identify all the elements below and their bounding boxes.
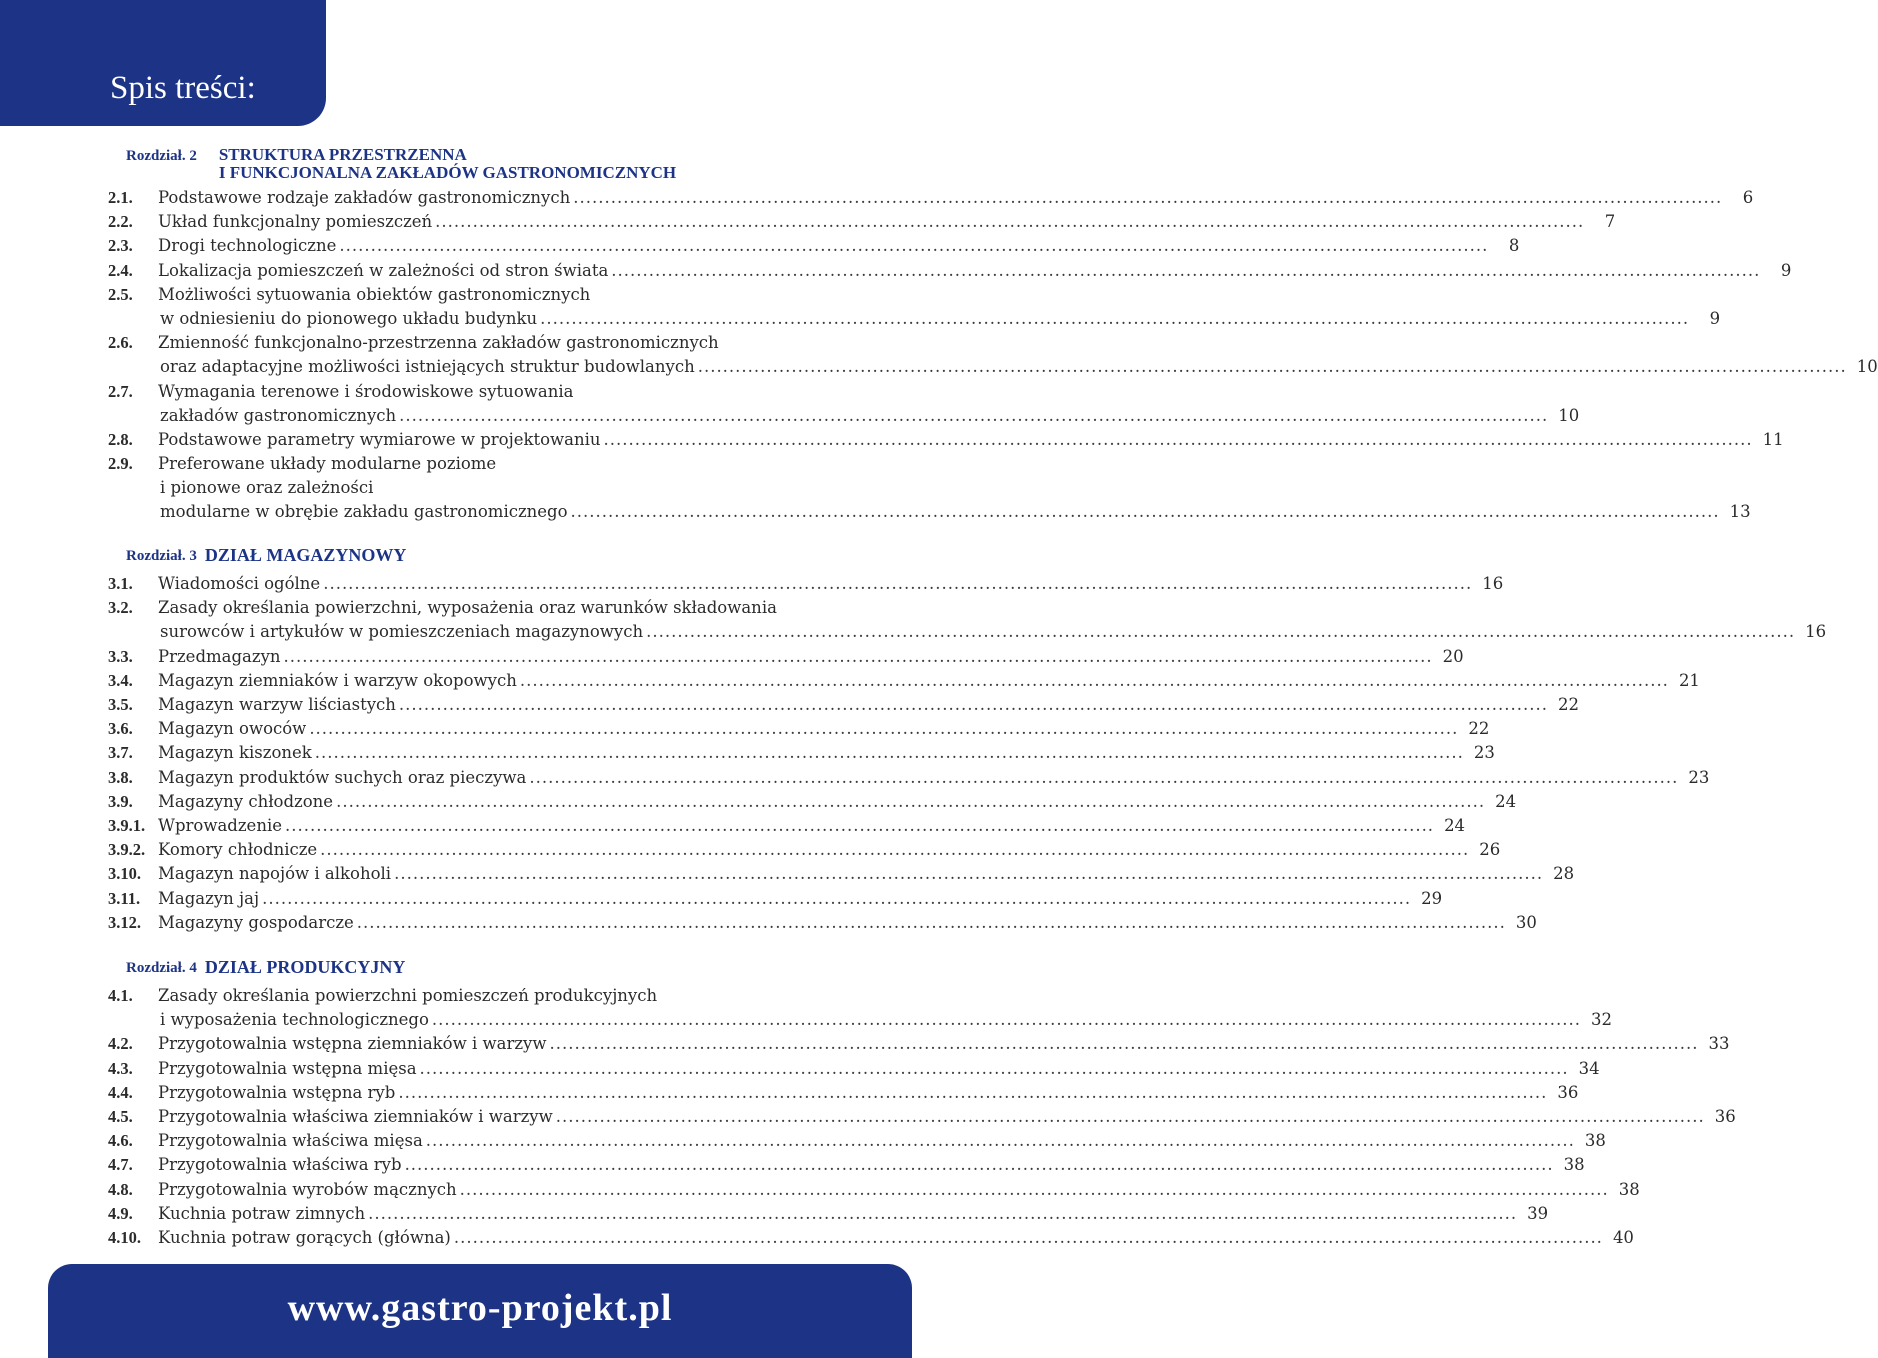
page-number: 22	[1557, 695, 1579, 714]
dot-leader: ........................................................................................................................................................................................	[459, 1179, 1609, 1199]
toc-entry[interactable]	[108, 1032, 1730, 1056]
entry-line	[158, 331, 822, 355]
entry-line	[158, 210, 1616, 234]
entry-line	[160, 620, 1827, 644]
toc-entry[interactable]	[108, 984, 1612, 1032]
entry-title: Wprowadzenie	[158, 816, 282, 835]
entry-number: 2.8.	[108, 430, 133, 449]
page-number: 29	[1421, 888, 1443, 908]
toc-entry[interactable]	[108, 596, 1827, 644]
dot-leader: ........................................................................................................................................................................................	[646, 622, 1796, 642]
dot-leader: ........................................................................................................................................................................................	[285, 816, 1435, 835]
dot-leader: ........................................................................................................................................................................................	[555, 1107, 1705, 1126]
toc-entry[interactable]	[108, 766, 1710, 790]
page-number: 28	[1553, 864, 1575, 884]
entry-number: 2.5.	[108, 284, 133, 304]
entry-title: Drogi technologiczne	[158, 236, 337, 256]
entry-number: 2.7.	[108, 381, 133, 401]
page-number: 7	[1604, 212, 1616, 232]
entry-line	[158, 186, 1754, 210]
entry-line	[160, 355, 1878, 379]
toc-entry[interactable]	[108, 1178, 1640, 1202]
toc-entry[interactable]	[108, 259, 1792, 283]
page-number: 21	[1678, 670, 1700, 690]
entry-number: 2.2.	[108, 212, 133, 232]
dot-leader: ........................................................................................................................................................................................	[283, 646, 1433, 666]
page-number: 9	[1709, 308, 1721, 328]
toc-entry[interactable]	[108, 741, 1495, 765]
chapter-heading	[126, 546, 406, 565]
entry-line	[158, 790, 1517, 814]
entry-line	[158, 259, 1792, 283]
dot-leader: ........................................................................................................................................................................................	[320, 840, 1470, 860]
entry-line	[158, 1081, 1579, 1105]
chapter-title-line: DZIAŁ MAGAZYNOWY	[204, 545, 407, 565]
chapter-title	[219, 146, 676, 182]
dot-leader: ........................................................................................................................................................................................	[368, 1203, 1518, 1223]
entry-line	[158, 283, 822, 307]
entry-title: Komory chłodnicze	[158, 840, 318, 860]
toc-entry[interactable]	[108, 838, 1501, 862]
entry-number: 4.8.	[108, 1179, 133, 1199]
toc-entry[interactable]	[108, 669, 1700, 693]
entry-title: Kuchnia potraw zimnych	[158, 1203, 366, 1223]
toc-entry[interactable]	[108, 428, 1784, 452]
page-number: 36	[1557, 1082, 1579, 1102]
page-number: 36	[1714, 1107, 1736, 1126]
entry-line	[158, 838, 1501, 862]
entry-title: Magazyny gospodarcze	[158, 912, 354, 932]
page-number: 40	[1612, 1228, 1634, 1247]
footer-bar	[48, 1264, 912, 1358]
entry-number: 3.8.	[108, 767, 133, 787]
entry-line	[160, 500, 1751, 524]
entry-line	[158, 1105, 1736, 1129]
page-number: 34	[1578, 1058, 1600, 1078]
toc-entry[interactable]	[108, 1105, 1736, 1129]
toc-entry[interactable]	[108, 452, 1751, 524]
entry-title: Magazyn ziemniaków i warzyw okopowych	[158, 670, 517, 690]
entry-title: modularne w obrębie zakładu gastronomicznego	[160, 502, 568, 522]
entry-title: Podstawowe rodzaje zakładów gastronomicznych	[158, 188, 571, 207]
entry-title: Przygotowalnia wstępna ziemniaków i warzyw	[158, 1034, 547, 1054]
entry-number: 3.5.	[108, 695, 133, 714]
entry-number: 2.4.	[108, 260, 133, 280]
entry-number: 3.9.2.	[108, 840, 146, 860]
toc-entry[interactable]	[108, 862, 1575, 886]
page-number: 24	[1495, 791, 1517, 811]
entry-title: Przygotowalnia wstępna ryb	[158, 1082, 396, 1102]
toc-entry[interactable]	[108, 1153, 1585, 1177]
page-number: 23	[1473, 743, 1495, 763]
entry-number: 4.4.	[108, 1082, 133, 1102]
entry-title: Preferowane układy modularne poziome	[158, 454, 497, 474]
entry-number: 4.5.	[108, 1107, 133, 1126]
entry-title: Magazyny chłodzone	[158, 791, 334, 811]
entry-title: Podstawowe parametry wymiarowe w projektowaniu	[158, 430, 601, 449]
entry-title: Magazyn warzyw liściastych	[158, 695, 396, 714]
entry-line	[158, 741, 1495, 765]
page-number: 38	[1618, 1179, 1640, 1199]
dot-leader: ........................................................................................................................................................................................	[398, 695, 1548, 714]
entry-title: Przygotowalnia właściwa ziemniaków i warzyw	[158, 1107, 553, 1126]
entry-line	[158, 380, 822, 404]
page-number: 30	[1515, 912, 1537, 932]
entry-line	[158, 1129, 1606, 1153]
page-number: 10	[1558, 405, 1580, 425]
dot-leader: ........................................................................................................................................................................................	[399, 405, 1549, 425]
toc-entry[interactable]	[108, 1057, 1600, 1081]
entry-title: Magazyn kiszonek	[158, 743, 312, 763]
chapter-label: Rozdział. 2	[126, 148, 197, 164]
entry-title: Lokalizacja pomieszczeń w zależności od stron świata	[158, 260, 609, 280]
entry-number: 3.10.	[108, 864, 141, 884]
entry-number: 3.12.	[108, 912, 141, 932]
entry-title: surowców i artykułów w pomieszczeniach magazynowych	[160, 622, 644, 642]
dot-leader: ........................................................................................................................................................................................	[309, 719, 1459, 739]
entry-title: i pionowe oraz zależności	[160, 478, 374, 498]
entry-number: 2.3.	[108, 236, 133, 256]
dot-leader: ........................................................................................................................................................................................	[419, 1058, 1569, 1078]
entry-number: 3.11.	[108, 888, 141, 908]
entry-title: Możliwości sytuowania obiektów gastronomicznych	[158, 284, 591, 304]
entry-line	[158, 234, 1520, 258]
entry-line	[158, 766, 1710, 790]
chapter-title-line: STRUKTURA PRZESTRZENNA	[218, 145, 467, 164]
page-number: 39	[1527, 1203, 1549, 1223]
chapter-heading	[126, 958, 405, 977]
chapter-label: Rozdział. 4	[126, 960, 197, 976]
page-number: 24	[1444, 816, 1466, 835]
page-number: 8	[1508, 236, 1520, 256]
entry-title: Przygotowalnia właściwa ryb	[158, 1155, 402, 1175]
toc-entry[interactable]	[108, 572, 1504, 596]
entry-number: 4.2.	[108, 1034, 133, 1054]
entry-line	[158, 1226, 1634, 1250]
entry-number: 3.9.	[108, 791, 133, 811]
entry-number: 3.1.	[108, 574, 133, 593]
toc-entry[interactable]	[108, 234, 1520, 258]
entry-line	[160, 404, 1580, 428]
entry-number: 4.10.	[108, 1228, 141, 1247]
entry-line	[160, 476, 822, 500]
page-title: Spis treści:	[110, 70, 256, 106]
entry-number: 2.9.	[108, 454, 133, 474]
entry-line	[160, 307, 1721, 331]
toc-entry[interactable]	[108, 887, 1443, 911]
entry-title: zakładów gastronomicznych	[160, 405, 397, 425]
dot-leader: ........................................................................................................................................................................................	[394, 864, 1544, 884]
dot-leader: ........................................................................................................................................................................................	[603, 430, 1753, 449]
entry-line	[158, 717, 1490, 741]
dot-leader: ........................................................................................................................................................................................	[453, 1228, 1603, 1247]
entry-line	[158, 1178, 1640, 1202]
page-number: 16	[1482, 574, 1504, 593]
entry-number: 3.4.	[108, 670, 133, 690]
entry-number: 3.2.	[108, 598, 133, 618]
toc-entry[interactable]	[108, 331, 1878, 379]
toc-entry[interactable]	[108, 717, 1490, 741]
entry-line	[158, 1153, 1585, 1177]
entry-line	[158, 1057, 1600, 1081]
toc-entry[interactable]	[108, 1202, 1549, 1226]
entry-line	[158, 814, 1466, 838]
entry-line	[158, 862, 1575, 886]
toc-entry[interactable]	[108, 186, 1754, 210]
chapter-heading	[126, 146, 676, 182]
dot-leader: ........................................................................................................................................................................................	[398, 1082, 1548, 1102]
entry-title: i wyposażenia technologicznego	[160, 1010, 429, 1029]
chapter-label: Rozdział. 3	[126, 548, 197, 564]
dot-leader: ........................................................................................................................................................................................	[611, 260, 1761, 280]
dot-leader: ........................................................................................................................................................................................	[570, 502, 1720, 522]
entry-title: Przygotowalnia właściwa mięsa	[158, 1131, 423, 1151]
toc-entry[interactable]	[108, 210, 1616, 234]
page-number: 20	[1442, 646, 1464, 666]
page-number: 26	[1479, 840, 1501, 860]
entry-title: Przedmagazyn	[158, 646, 281, 666]
page-number: 33	[1708, 1034, 1730, 1054]
chapter-title-line: I FUNKCJONALNA ZAKŁADÓW GASTRONOMICZNYCH	[218, 163, 677, 182]
entry-title: Przygotowalnia wstępna mięsa	[158, 1058, 417, 1078]
dot-leader: ........................................................................................................................................................................................	[425, 1131, 1575, 1151]
entry-line	[158, 1202, 1549, 1226]
page-number: 22	[1468, 719, 1490, 739]
dot-leader: ........................................................................................................................................................................................	[314, 743, 1464, 763]
dot-leader: ........................................................................................................................................................................................	[404, 1155, 1554, 1175]
entry-number: 3.6.	[108, 719, 133, 739]
dot-leader: ........................................................................................................................................................................................	[529, 767, 1679, 787]
dot-leader: ........................................................................................................................................................................................	[435, 212, 1585, 232]
page-number: 32	[1590, 1010, 1612, 1029]
entry-line	[158, 887, 1443, 911]
toc-entry[interactable]	[108, 693, 1579, 717]
entry-line	[158, 911, 1537, 935]
dot-leader: ........................................................................................................................................................................................	[549, 1034, 1699, 1054]
toc-entry[interactable]	[108, 283, 1721, 331]
page-number: 16	[1805, 622, 1827, 642]
entry-title: Przygotowalnia wyrobów mącznych	[158, 1179, 457, 1199]
entry-line	[158, 1032, 1730, 1056]
dot-leader: ........................................................................................................................................................................................	[336, 791, 1486, 811]
entry-title: Zasady określania powierzchni pomieszczeń produkcyjnych	[158, 986, 658, 1005]
dot-leader: ........................................................................................................................................................................................	[573, 188, 1723, 207]
entry-title: Wymagania terenowe i środowiskowe sytuowania	[158, 381, 574, 401]
chapter-title	[205, 546, 407, 564]
page-number: 38	[1563, 1155, 1585, 1175]
page-number: 23	[1688, 767, 1710, 787]
entry-line	[158, 572, 1504, 596]
toc-entry[interactable]	[108, 814, 1466, 838]
toc-entry[interactable]	[108, 790, 1517, 814]
entry-line	[160, 1008, 1612, 1032]
entry-line	[158, 452, 822, 476]
toc-entry[interactable]	[108, 645, 1464, 669]
entry-number: 2.1.	[108, 188, 133, 207]
entry-line	[158, 645, 1464, 669]
entry-line	[158, 428, 1784, 452]
entry-title: Magazyn napojów i alkoholi	[158, 864, 392, 884]
entry-line	[158, 693, 1579, 717]
dot-leader: ........................................................................................................................................................................................	[356, 912, 1506, 932]
entry-title: Magazyn jaj	[158, 888, 260, 908]
page-number: 11	[1762, 430, 1784, 449]
entry-number: 3.7.	[108, 743, 133, 763]
page-number: 6	[1742, 188, 1754, 207]
toc-entry[interactable]	[108, 1081, 1579, 1105]
toc-entry[interactable]	[108, 380, 1580, 428]
entry-title: Wiadomości ogólne	[158, 574, 321, 593]
entry-title: Układ funkcjonalny pomieszczeń	[158, 212, 433, 232]
entry-number: 4.6.	[108, 1131, 133, 1151]
entry-title: Magazyn owoców	[158, 719, 307, 739]
entry-number: 2.6.	[108, 333, 133, 353]
page-number: 9	[1780, 260, 1792, 280]
entry-line	[158, 984, 822, 1008]
entry-number: 3.9.1.	[108, 816, 146, 835]
toc-entry[interactable]	[108, 911, 1537, 935]
page-number: 10	[1856, 357, 1878, 377]
dot-leader: ........................................................................................................................................................................................	[339, 236, 1489, 256]
entry-number: 4.9.	[108, 1203, 133, 1223]
toc-entry[interactable]	[108, 1129, 1606, 1153]
entry-number: 4.3.	[108, 1058, 133, 1078]
entry-title: Kuchnia potraw gorących (główna)	[158, 1228, 451, 1247]
footer-url[interactable]: www.gastro-projekt.pl	[287, 1287, 673, 1329]
entry-title: Magazyn produktów suchych oraz pieczywa	[158, 767, 527, 787]
page-number: 13	[1729, 502, 1751, 522]
chapter-title-line: DZIAŁ PRODUKCYJNY	[204, 957, 406, 977]
entry-number: 4.1.	[108, 986, 133, 1005]
chapter-title	[205, 958, 406, 976]
dot-leader: ........................................................................................................................................................................................	[323, 574, 1473, 593]
entry-number: 3.3.	[108, 646, 133, 666]
entry-title: Zasady określania powierzchni, wyposażenia oraz warunków składowania	[158, 598, 777, 618]
entry-line	[158, 669, 1700, 693]
dot-leader: ........................................................................................................................................................................................	[697, 357, 1847, 377]
entry-title: w odniesieniu do pionowego układu budynku	[160, 308, 538, 328]
toc-entry[interactable]	[108, 1226, 1634, 1250]
dot-leader: ........................................................................................................................................................................................	[519, 670, 1669, 690]
page-number: 38	[1584, 1131, 1606, 1151]
dot-leader: ........................................................................................................................................................................................	[540, 308, 1690, 328]
entry-line	[158, 596, 822, 620]
entry-title: oraz adaptacyjne możliwości istniejących struktur budowlanych	[160, 357, 695, 377]
entry-title: Zmienność funkcjonalno-przestrzenna zakładów gastronomicznych	[158, 333, 719, 353]
dot-leader: ........................................................................................................................................................................................	[431, 1010, 1581, 1029]
dot-leader: ........................................................................................................................................................................................	[262, 888, 1412, 908]
entry-number: 4.7.	[108, 1155, 133, 1175]
